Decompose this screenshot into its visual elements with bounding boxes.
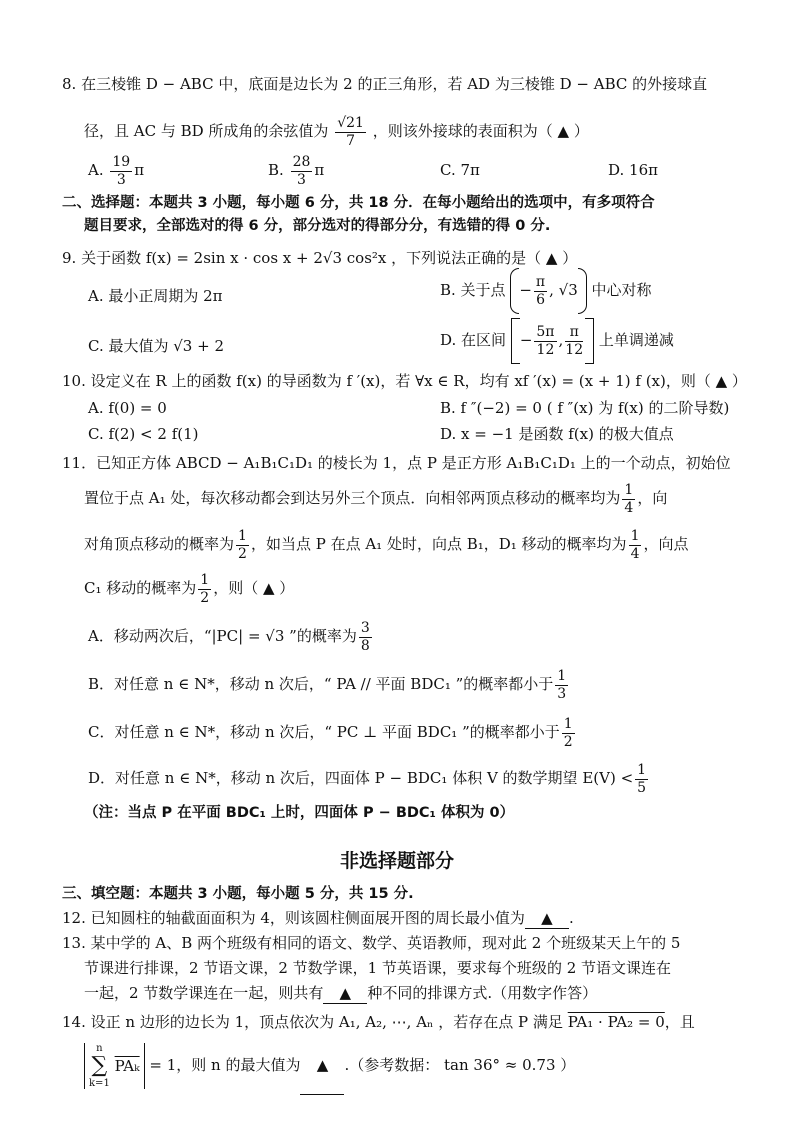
q8-fraction (335, 115, 366, 150)
q9-b-post: 中心对称 (591, 281, 652, 299)
q14-sum-operator (89, 1043, 110, 1089)
q9-d-frac2 (565, 324, 583, 359)
q8-option-a-frac (110, 154, 132, 189)
q9-option-b (440, 268, 652, 314)
q9-b-frac (534, 274, 547, 309)
q11-b-num: 1 (557, 667, 567, 684)
q11-line4 (84, 566, 294, 610)
q8-frac-den: 7 (346, 132, 356, 149)
q8-b-num: 28 (292, 153, 311, 170)
q14-sum-top: n (96, 1043, 103, 1054)
q9-option-c: C. 最大值为 √3 + 2 (88, 337, 224, 355)
q11-c-den: 2 (563, 733, 573, 750)
q11-c-text: C．对任意 n ∈ N*，移动 n 次后，“ PC ⊥ 平面 BDC₁ ”的概率都小于 (88, 723, 560, 741)
q11-a-frac (359, 620, 372, 655)
q11-l3-num2: 1 (630, 527, 640, 544)
q9-d-pre: D. 在区间 (440, 331, 507, 349)
q14-sum-abs (84, 1043, 145, 1089)
q11-line3-frac1 (236, 528, 249, 563)
q13-line2: 节课进行排课，2 节语文课，2 节数学课，1 节英语课，要求每个班级的 2 节语文课连在 (84, 959, 672, 977)
q14-line2-end: .（参考数据： tan 36° ≈ 0.73 ） (344, 1056, 576, 1074)
q11-line1: 11．已知正方体 ABCD − A₁B₁C₁D₁ 的棱长为 1，点 P 是正方形 A₁B₁C₁D₁ 上的一个动点，初始位 (62, 454, 731, 472)
q9-b-den: 6 (536, 291, 545, 308)
q11-c-frac (562, 716, 575, 751)
section2-line1: 二、选择题：本题共 3 小题，每小题 6 分，共 18 分．在每小题给出的选项中，有多项符合 (62, 195, 655, 211)
q11-line3-end: ，向点 (643, 535, 689, 553)
q11-l3-num1: 1 (238, 527, 247, 544)
q8-option-a-label: A. (88, 161, 104, 179)
q12 (62, 908, 574, 929)
q11-line2-text: 置位于点 A₁ 处，每次移动都会到达另外三个顶点．向相邻两顶点移动的概率均为 (84, 489, 621, 507)
q11-line3-frac2 (629, 528, 642, 563)
q9-d-frac1 (534, 324, 556, 359)
q12-answer-blank: ▲ (525, 908, 569, 929)
q13-answer-blank: ▲ (323, 983, 367, 1004)
q12-text: 12. 已知圆柱的轴截面面积为 4，则该圆柱侧面展开图的周长最小值为 (62, 909, 525, 927)
q8-line2-text: 径，且 AC 与 BD 所成角的余弦值为 (84, 122, 329, 140)
q13-line3-text: 一起，2 节数学课连在一起，则共有 (84, 984, 324, 1002)
q14-answer-blank: ▲ (300, 1036, 344, 1095)
q11-c-num: 1 (563, 715, 573, 732)
q11-l4-num: 1 (200, 571, 210, 588)
q9-option-d: D. 在区间 − $\frac{5\pi}{12}$ , $\frac{\pi}{12}$ 上单调递减 (440, 318, 674, 364)
q9-b-minus: − (519, 281, 532, 299)
q9-d-left-bracket (511, 318, 520, 364)
q11-l3-den1: 2 (238, 545, 247, 562)
q12-end: . (568, 909, 574, 927)
section3-line1: 三、填空题：本题共 3 小题，每小题 5 分，共 15 分. (62, 886, 414, 902)
q14-line1 (62, 1012, 695, 1032)
q11-option-d (88, 756, 650, 800)
q11-option-c (88, 710, 577, 754)
q9-d-den2: 12 (565, 341, 584, 358)
q11-line4-text: C₁ 移动的概率为 (84, 579, 197, 597)
q9-d-den1: 12 (536, 341, 555, 358)
q9-d-num2: π (565, 324, 583, 342)
part-title: 非选择题部分 (339, 850, 454, 872)
q14-sum-term: $\overline{PA_k}$ (114, 1057, 140, 1075)
q8-b-den: 3 (297, 171, 306, 188)
q11-l2-den: 4 (624, 499, 634, 516)
q9-b-tail: , √3 (549, 281, 578, 299)
q8-option-b-frac (291, 154, 313, 189)
q11-b-den: 3 (557, 685, 567, 702)
q11-d-text: D．对任意 n ∈ N*，移动 n 次后，四面体 P − BDC₁ 体积 V 的数学期望 E(V) < (88, 769, 634, 787)
q10-option-a: A. f(0) = 0 (88, 399, 167, 417)
q11-d-frac (635, 762, 648, 797)
q8-option-a (88, 150, 144, 190)
q9-b-left-paren (510, 268, 519, 314)
q10-option-b: B. f ″(−2) = 0 ( f ″(x) 为 f(x) 的二阶导数) (440, 399, 730, 417)
q9-b-num: π (535, 273, 546, 290)
q11-line2-frac (622, 482, 635, 517)
q8-b-pi: π (314, 161, 325, 179)
q8-option-b (268, 150, 324, 190)
q9-d-post: 上单调递减 (598, 331, 674, 349)
q14-sum-symbol: ∑ (91, 1053, 108, 1078)
q11-a-text: A．移动两次后，“|PC| = √3 ”的概率为 (88, 627, 357, 645)
q8-line2 (84, 108, 589, 154)
q11-line4-frac (198, 572, 211, 607)
q14-sum-bottom: k=1 (89, 1078, 110, 1089)
q11-line4-end: ，则（ ▲ ） (213, 579, 295, 597)
q11-d-num: 1 (637, 761, 647, 778)
q11-option-a (88, 614, 374, 658)
q11-line2 (84, 476, 667, 520)
q9-d-num1: 5π (536, 323, 555, 340)
q8-line2-end: ，则该外接球的表面积为（ ▲ ） (372, 122, 589, 140)
q11-line3-mid: ，如当点 P 在点 A₁ 处时，向点 B₁，D₁ 移动的概率均为 (250, 535, 627, 553)
q11-a-den: 8 (360, 637, 370, 654)
q13-line3-end: 种不同的排课方式.（用数字作答） (367, 984, 598, 1002)
q8-a-pi: π (134, 161, 145, 179)
q11-l3-den2: 4 (630, 545, 640, 562)
q10-option-d: D. x = −1 是函数 f(x) 的极大值点 (440, 425, 674, 443)
q8-option-d: D. 16π (608, 161, 658, 179)
q11-l4-den: 2 (200, 589, 210, 606)
q8-option-c: C. 7π (440, 161, 480, 179)
q11-line3 (84, 522, 689, 566)
q8-frac-num: √21 (337, 114, 364, 131)
q13-line1: 13. 某中学的 A、B 两个班级有相同的语文、数学、英语教师，现对此 2 个班级某天上午的 5 (62, 934, 681, 952)
q11-b-text: B．对任意 n ∈ N*，移动 n 次后，“ PA // 平面 BDC₁ ”的概率都小于 (88, 675, 554, 693)
section2-line2: 题目要求，全部选对的得 6 分，部分选对的得部分分，有选错的得 0 分. (84, 218, 551, 234)
q11-line3-text: 对角顶点移动的概率为 (84, 535, 235, 553)
q8-a-den: 3 (116, 171, 126, 188)
q10-option-c: C. f(2) < 2 f(1) (88, 425, 199, 443)
q14-line2-text: = 1，则 n 的最大值为 (149, 1056, 301, 1074)
q10-stem: 10. 设定义在 R 上的函数 f(x) 的导函数为 f ′(x)，若 ∀x ∈ R，均有 xf ′(x) = (x + 1) f (x)，则（ ▲ ） (62, 372, 747, 390)
q11-line2-end: ，向 (637, 489, 668, 507)
q14-line2 (84, 1036, 575, 1095)
q11-d-den: 5 (637, 779, 647, 796)
q9-option-a: A. 最小正周期为 2π (88, 287, 223, 305)
q9-stem: 9. 关于函数 f(x) = 2sin x · cos x + 2√3 cos²x ，下列说法正确的是（ ▲ ） (62, 249, 578, 267)
q11-l2-num: 1 (624, 481, 634, 498)
q8-a-num: 19 (112, 153, 131, 170)
q9-d-right-bracket (585, 318, 594, 364)
q8-line1: 8. 在三棱锥 D − ABC 中，底面是边长为 2 的正三角形，若 AD 为三棱锥 D − ABC 的外接球直 (62, 75, 708, 93)
q13-line3 (84, 983, 597, 1004)
q11-note: （注：当点 P 在平面 BDC₁ 上时，四面体 P − BDC₁ 体积为 0） (84, 805, 515, 821)
q14-line1-text: 14. 设正 n 边形的边长为 1，顶点依次为 A₁, A₂, ⋯, Aₙ ，若存在点 P 满足 (62, 1013, 563, 1031)
q9-b-right-paren (578, 268, 587, 314)
q9-b-pre: B. 关于点 (440, 281, 506, 299)
q11-b-frac (555, 668, 568, 703)
q11-option-b (88, 662, 570, 706)
q14-vector-condition: PA₁ · PA₂ = 0 (567, 1013, 665, 1031)
q14-line1-end: ，且 (664, 1013, 695, 1031)
q8-option-b-label: B. (268, 161, 284, 179)
q11-a-num: 3 (360, 619, 370, 636)
